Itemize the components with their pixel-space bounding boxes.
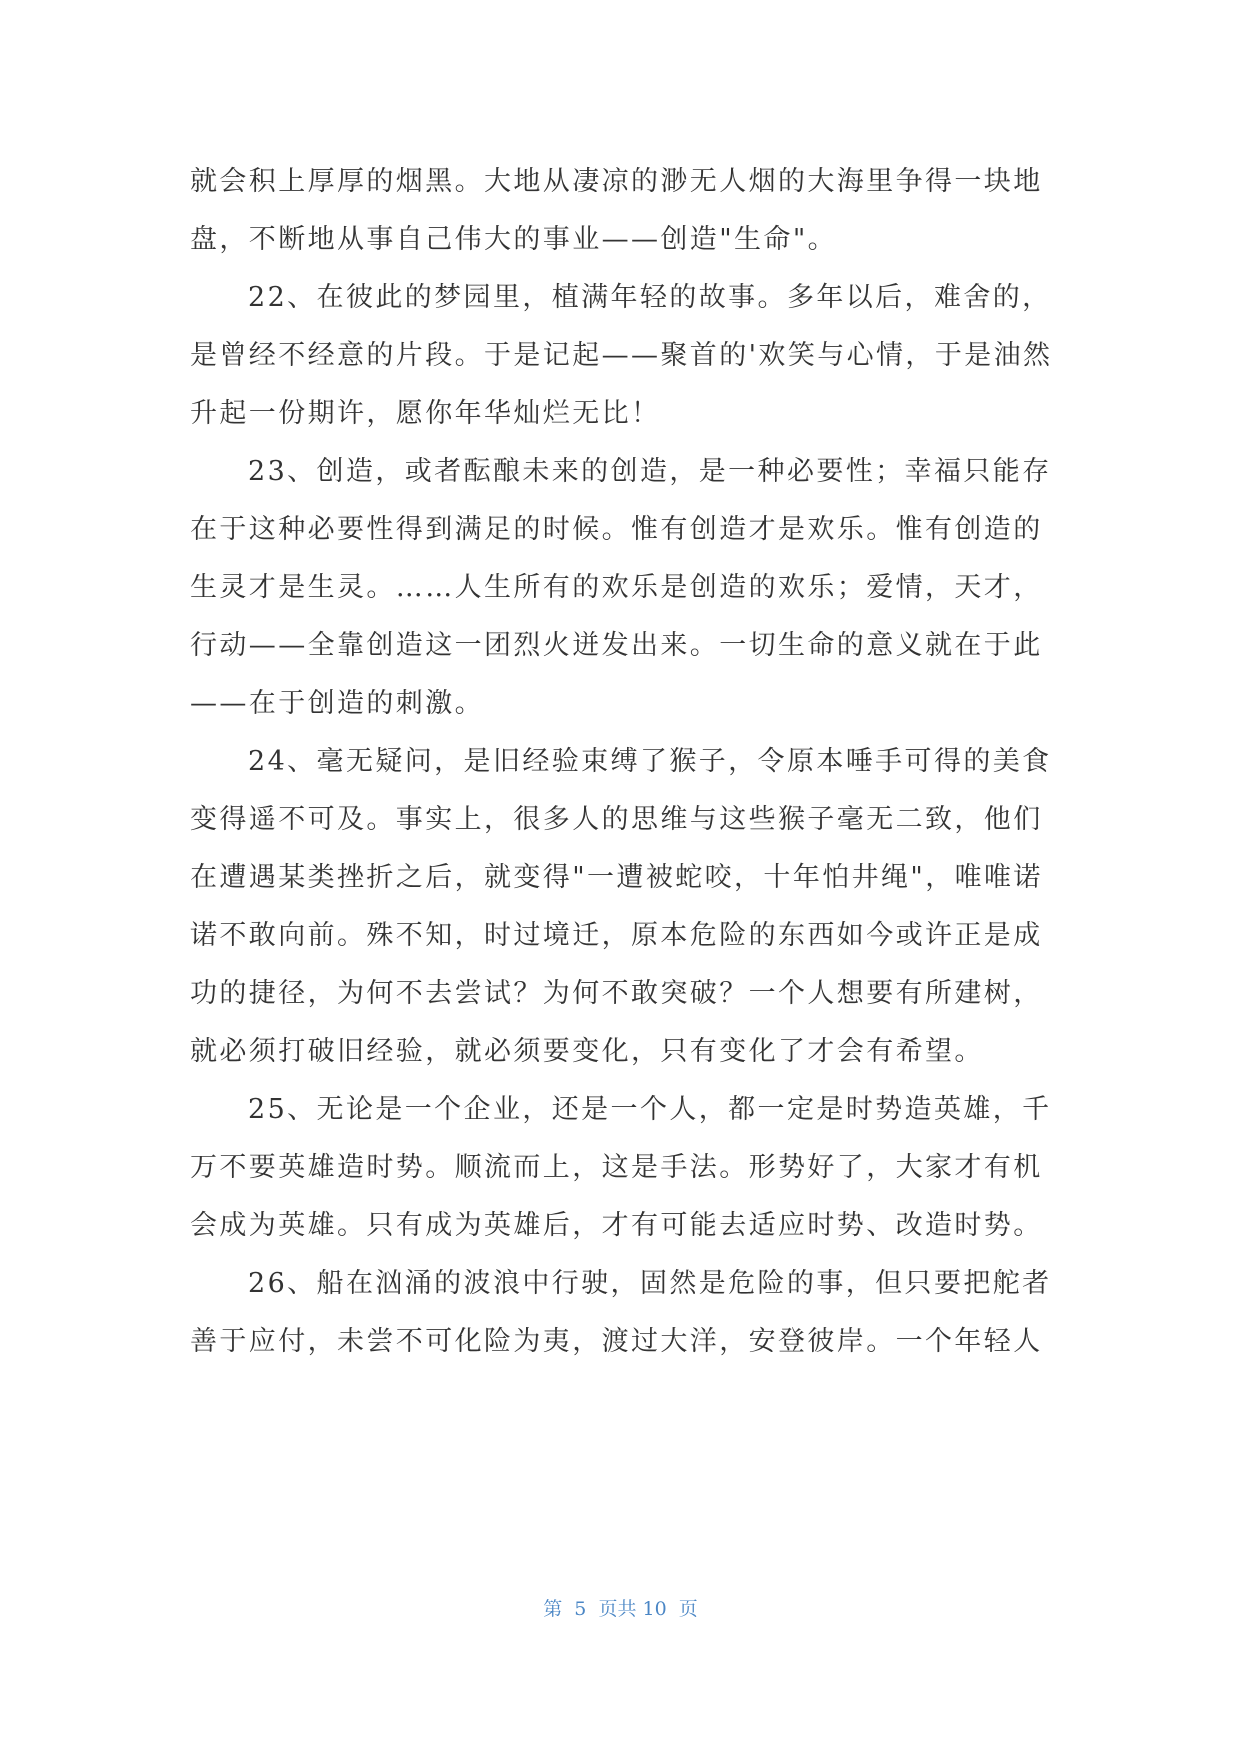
- text-line: 万不要英雄造时势。顺流而上，这是手法。形势好了，大家才有机: [190, 1152, 1043, 1183]
- text-line: 就会积上厚厚的烟黑。大地从凄凉的渺无人烟的大海里争得一块地: [190, 166, 1043, 197]
- text-line: 在于这种必要性得到满足的时候。惟有创造才是欢乐。惟有创造的: [190, 514, 1043, 545]
- text-line: 是曾经不经意的片段。于是记起——聚首的'欢笑与心情，于是油然: [190, 340, 1053, 371]
- paragraph-25-start: 25、无论是一个企业，还是一个人，都一定是时势造英雄，千: [248, 1094, 1052, 1125]
- text-line: 就必须打破旧经验，就必须要变化，只有变化了才会有希望。: [190, 1036, 984, 1067]
- text-line: 在遭遇某类挫折之后，就变得"一遭被蛇咬，十年怕井绳"，唯唯诺: [190, 862, 1043, 893]
- text-line: ——在于创造的刺激。: [190, 688, 484, 719]
- text-line: 功的捷径，为何不去尝试？为何不敢突破？一个人想要有所建树，: [190, 978, 1043, 1009]
- paragraph-24-start: 24、毫无疑问，是旧经验束缚了猴子，令原本唾手可得的美食: [248, 746, 1052, 777]
- page-number-footer: 第 5 页共 10 页: [543, 1598, 698, 1620]
- text-line: 生灵才是生灵。……人生所有的欢乐是创造的欢乐；爱情，天才，: [190, 572, 1043, 603]
- text-line: 行动——全靠创造这一团烈火迸发出来。一切生命的意义就在于此: [190, 630, 1043, 661]
- text-line: 诺不敢向前。殊不知，时过境迁，原本危险的东西如今或许正是成: [190, 920, 1043, 951]
- paragraph-26-start: 26、船在汹涌的波浪中行驶，固然是危险的事，但只要把舵者: [248, 1268, 1052, 1299]
- text-line: 变得遥不可及。事实上，很多人的思维与这些猴子毫无二致，他们: [190, 804, 1043, 835]
- paragraph-23-start: 23、创造，或者酝酿未来的创造，是一种必要性；幸福只能存: [248, 456, 1052, 487]
- paragraph-22-start: 22、在彼此的梦园里，植满年轻的故事。多年以后，难舍的，: [248, 282, 1052, 313]
- text-line: 盘，不断地从事自己伟大的事业——创造"生命"。: [190, 224, 838, 255]
- text-line: 升起一份期许，愿你年华灿烂无比！: [190, 398, 661, 429]
- text-line: 会成为英雄。只有成为英雄后，才有可能去适应时势、改造时势。: [190, 1210, 1043, 1241]
- text-line: 善于应付，未尝不可化险为夷，渡过大洋，安登彼岸。一个年轻人: [190, 1326, 1043, 1357]
